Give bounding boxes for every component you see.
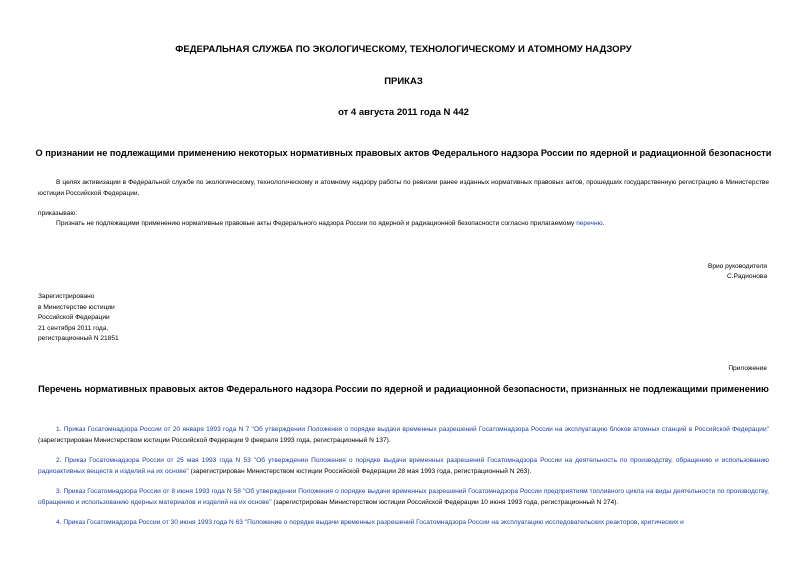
preamble-paragraph: В целях активизации в Федеральной службе по экологическому, технологическому и атомному надзору работы по ревизии ранее изданных нормативных правовых актов, прошедших государственную регистрацию в Министерстве юстиции Российской Федерации,: [38, 179, 769, 197]
order-paragraph: [56, 219, 604, 230]
signature-name: С.Радионова: [726, 273, 767, 280]
item-link[interactable]: Приказ Госатомнадзора России от 8 июня 1993 года N 58 "Об утверждении Положения о порядке выдачи временных разрешений Госатомнадзора России предприятиям топливного цикла на виды деятельности по производству, обращению и использованию ядерных материалов и изделий на их основе": [38, 488, 769, 506]
registration-block: [38, 292, 119, 345]
appendix-label: Приложение: [728, 365, 767, 372]
order-text-end: .: [602, 220, 605, 227]
order-text: Признать не подлежащими применению нормативные правовые акты Федерального надзора России по ядерной и радиационной безопасности согласно прилагаемому: [56, 220, 577, 227]
item-registration: (зарегистрирован Министерством юстиции Российской Федерации 10 июня 1993 года, регистрационный N 274).: [271, 498, 619, 506]
item-link[interactable]: Приказ Госатомнадзора России от 30 июня 1993 года N 63 "Положение о порядке выдачи временных разрешений Госатомнадзора России на эксплуатацию исследовательских реакторов, критических и: [63, 519, 684, 526]
signature-position: Врио руководителя: [707, 263, 767, 270]
document-title: О признании не подлежащими применению некоторых нормативных правовых актов Федерального надзора России по ядерной и радиационной безопасности: [35, 148, 772, 158]
registration-line: Российской Федерации: [38, 314, 110, 321]
appendix-link[interactable]: перечню: [576, 220, 603, 227]
list-item: [38, 518, 769, 529]
item-number: 4.: [56, 519, 62, 526]
item-link[interactable]: Приказ Госатомнадзора России от 25 мая 1993 года N 53 "Об утверждении Положения о порядке выдачи временных разрешений Госатомнадзора России на деятельность по производству, обращению и использованию радиоактивных веществ и изделий на их основе": [38, 457, 769, 475]
registration-line: Зарегистрировано: [38, 293, 95, 300]
registration-line: регистрационный N 21851: [38, 335, 119, 342]
item-number: 3.: [56, 488, 62, 495]
item-link[interactable]: Приказ Госатомнадзора России от 20 января 1993 года N 7 "Об утверждении Положения о порядке выдачи временных разрешений Госатомнадзора России на эксплуатацию блоков атомных станций в Российской Федерации": [63, 426, 769, 433]
list-item: [38, 456, 769, 477]
list-item: [38, 425, 769, 446]
registration-line: в Министерстве юстиции: [38, 303, 115, 311]
appendix-title: Перечень нормативных правовых актов Федерального надзора России по ядерной и радиационной безопасности, признанных не подлежащими применению: [38, 384, 769, 394]
registration-line: 21 сентября 2011 года,: [38, 324, 109, 332]
document-date-number: от 4 августа 2011 года N 442: [338, 107, 469, 118]
document-type: ПРИКАЗ: [384, 76, 423, 87]
item-registration: (зарегистрирован Министерством юстиции Российской Федерации 28 мая 1993 года, регистрационный N 263).: [188, 467, 532, 475]
list-item: [38, 487, 769, 508]
item-number: 1.: [56, 426, 62, 433]
order-word: приказываю:: [38, 210, 78, 217]
item-number: 2.: [56, 457, 62, 464]
item-registration: (зарегистрирован Министерством юстиции Российской Федерации 9 февраля 1993 года, регистрационный N 137).: [38, 436, 391, 444]
agency-name: ФЕДЕРАЛЬНАЯ СЛУЖБА ПО ЭКОЛОГИЧЕСКОМУ, ТЕХНОЛОГИЧЕСКОМУ И АТОМНОМУ НАДЗОРУ: [175, 44, 632, 55]
